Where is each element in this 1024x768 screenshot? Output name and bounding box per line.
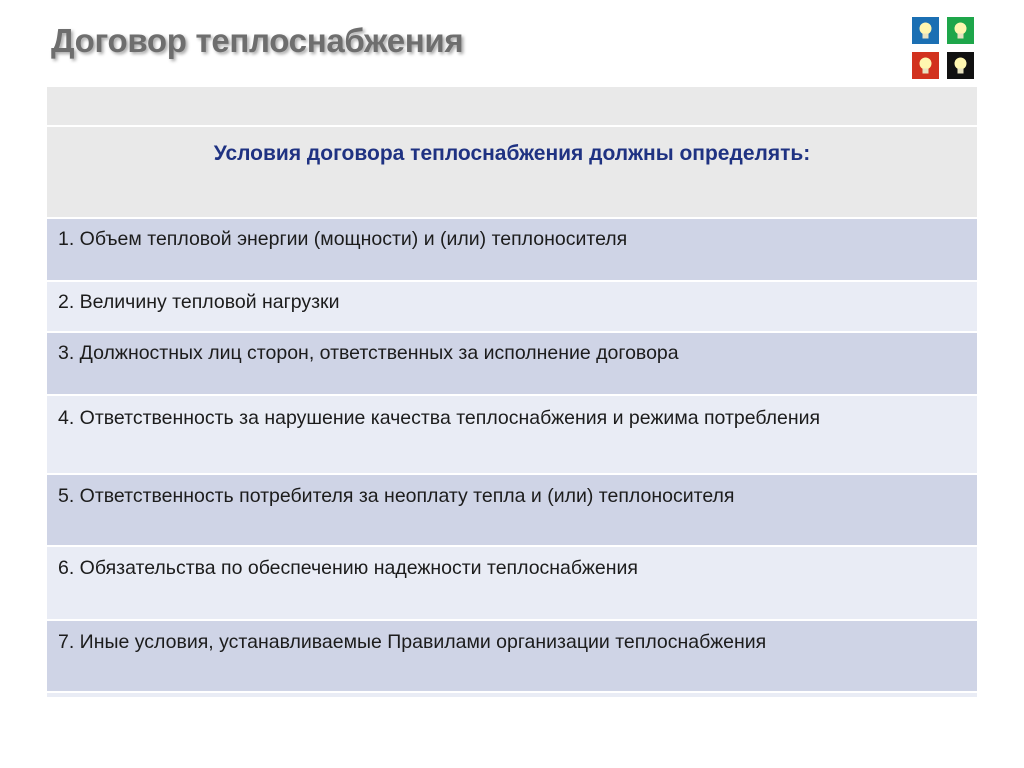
table-cell: 7. Иные условия, устанавливаемые Правилами организации теплоснабжения [47,620,977,692]
conditions-table [47,87,977,697]
table-header: Условия договора теплоснабжения должны определять: [47,126,977,218]
table-row [47,218,977,281]
table-row [47,620,977,692]
light-bulb-icon [912,52,939,79]
table-cell: 3. Должностных лиц сторон, ответственных за исполнение договора [47,332,977,395]
table-cell: 6. Обязательства по обеспечению надежности теплоснабжения [47,546,977,620]
light-bulb-icon [947,17,974,44]
table-cell: 2. Величину тепловой нагрузки [47,281,977,332]
table-row [47,281,977,332]
logo [912,17,976,79]
table-row [47,546,977,620]
table-cell: 5. Ответственность потребителя за неоплату тепла и (или) теплоносителя [47,474,977,546]
table-row [47,474,977,546]
light-bulb-icon [947,52,974,79]
slide-title: Договор теплоснабжения [51,22,464,59]
table-cell: 4. Ответственность за нарушение качества теплоснабжения и режима потребления [47,395,977,474]
table-cell: 1. Объем тепловой энергии (мощности) и (или) теплоносителя [47,218,977,281]
table-top-row [47,87,977,126]
table-header-row [47,126,977,218]
light-bulb-icon [912,17,939,44]
table-bottom-row [47,692,977,697]
table-row [47,332,977,395]
table-row [47,395,977,474]
